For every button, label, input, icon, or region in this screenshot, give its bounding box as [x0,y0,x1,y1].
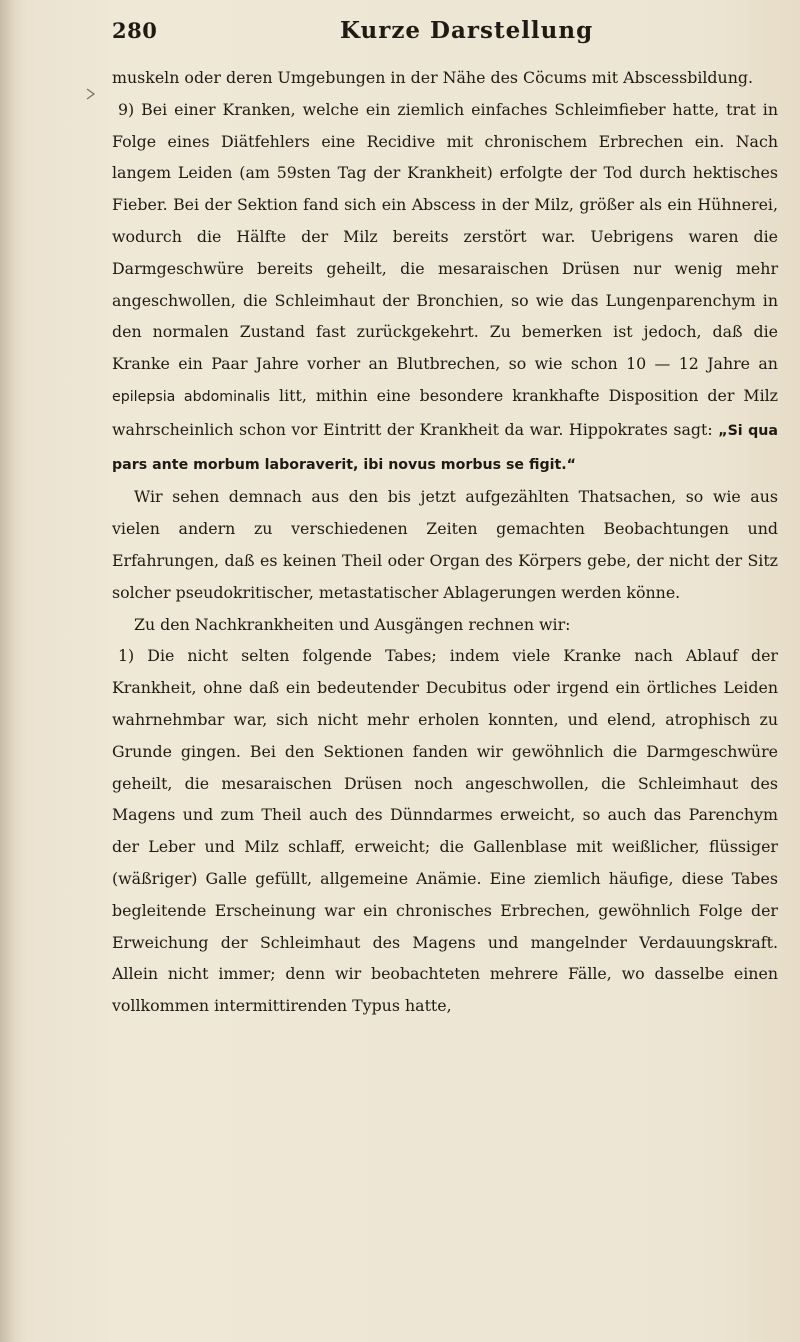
running-head: Kurze Darstellung [340,17,594,44]
paragraph-conclusion: Wir sehen demnach aus den bis jetzt aufgezählten Thatsachen, so wie aus vielen andern zu verschiedenen Zeiten gemachten Beobachtungen und Erfahrungen, daß es keinen Theil oder Organ des Körpers gebe, der nicht der Sitz solcher pseudokritischer, metastatischer Ablagerungen werden könne. [112,487,778,602]
paragraph-tabes: 1) Die nicht selten folgende Tabes; indem viele Kranke nach Ablauf der Krankheit, ohne daß ein bedeutender Decubitus oder irgend ein örtliches Leiden wahrnehmbar war, sich nicht mehr erholen konnten, und elend, atrophisch zu Grunde gingen. Bei den Sektionen fanden wir gewöhnlich die Darmgeschwüre geheilt, die mesaraischen Drüsen noch angeschwollen, die Schleimhaut des Magens und zum Theil auch des Dünndarmes erweicht, so auch das Parenchym der Leber und Milz schlaff, erweicht; die Gallenblase mit weißlicher, flüssiger (wäßriger) Galle gefüllt, allgemeine Anämie. Eine ziemlich häufige, diese Tabes begleitende Erscheinung war ein chronisches Erbrechen, gewöhnlich Folge der Erweichung der Schleimhaut des Magens und mangelnder Verdauungskraft. Allein nicht immer; denn wir beobachteten mehrere Fälle, wo dasselbe einen vollkommen intermittirenden Typus hatte, [112,646,778,1016]
paragraph-continuation: muskeln oder deren Umgebungen in der Nähe des Cöcums mit Abscessbildung. [112,68,754,87]
binding-gutter [0,0,14,1342]
hippocrates-quote: „Si qua pars ante morbum laboraverit, ibi novus morbus se figit.“ [112,422,778,473]
paragraph-case-9 [112,94,778,482]
case-9-text-cont: litt, mithin eine besondere krankhafte Disposition der Milz wahrscheinlich schon vor Eintritt der Krankheit da war. Hippokrates sagt: [112,385,779,439]
case-9-text: 9) Bei einer Kranken, welche ein ziemlich einfaches Schleimfieber hatte, trat in Folge eines Diätfehlers eine Recidive mit chronischem Erbrechen ein. Nach langem Leiden (am 59sten Tag der Krankheit) erfolgte der Tod durch hektisches Fieber. Bei der Sektion fand sich ein Abscess in der Milz, größer als ein Hühnerei, wodurch die Hälfte der Milz bereits zerstört war. Uebrigens waren die Darmgeschwüre bereits geheilt, die mesaraischen Drüsen nur wenig mehr angeschwollen, die Schleimhaut der Bronchien, so wie das Lungenparenchym in den normalen Zustand fast zurückgekehrt. Zu bemerken ist jedoch, daß die Kranke ein Paar Jahre vorher an Blutbrechen, so wie schon 10 — 12 Jahre an [112,99,778,374]
page-header [112,14,772,54]
latin-term: epilepsia abdominalis [112,388,270,405]
body-text [112,62,778,1022]
page-number: 280 [112,18,158,43]
paragraph-sequelae-intro: Zu den Nachkrankheiten und Ausgängen rechnen wir: [134,614,571,634]
margin-mark-icon [86,88,96,100]
